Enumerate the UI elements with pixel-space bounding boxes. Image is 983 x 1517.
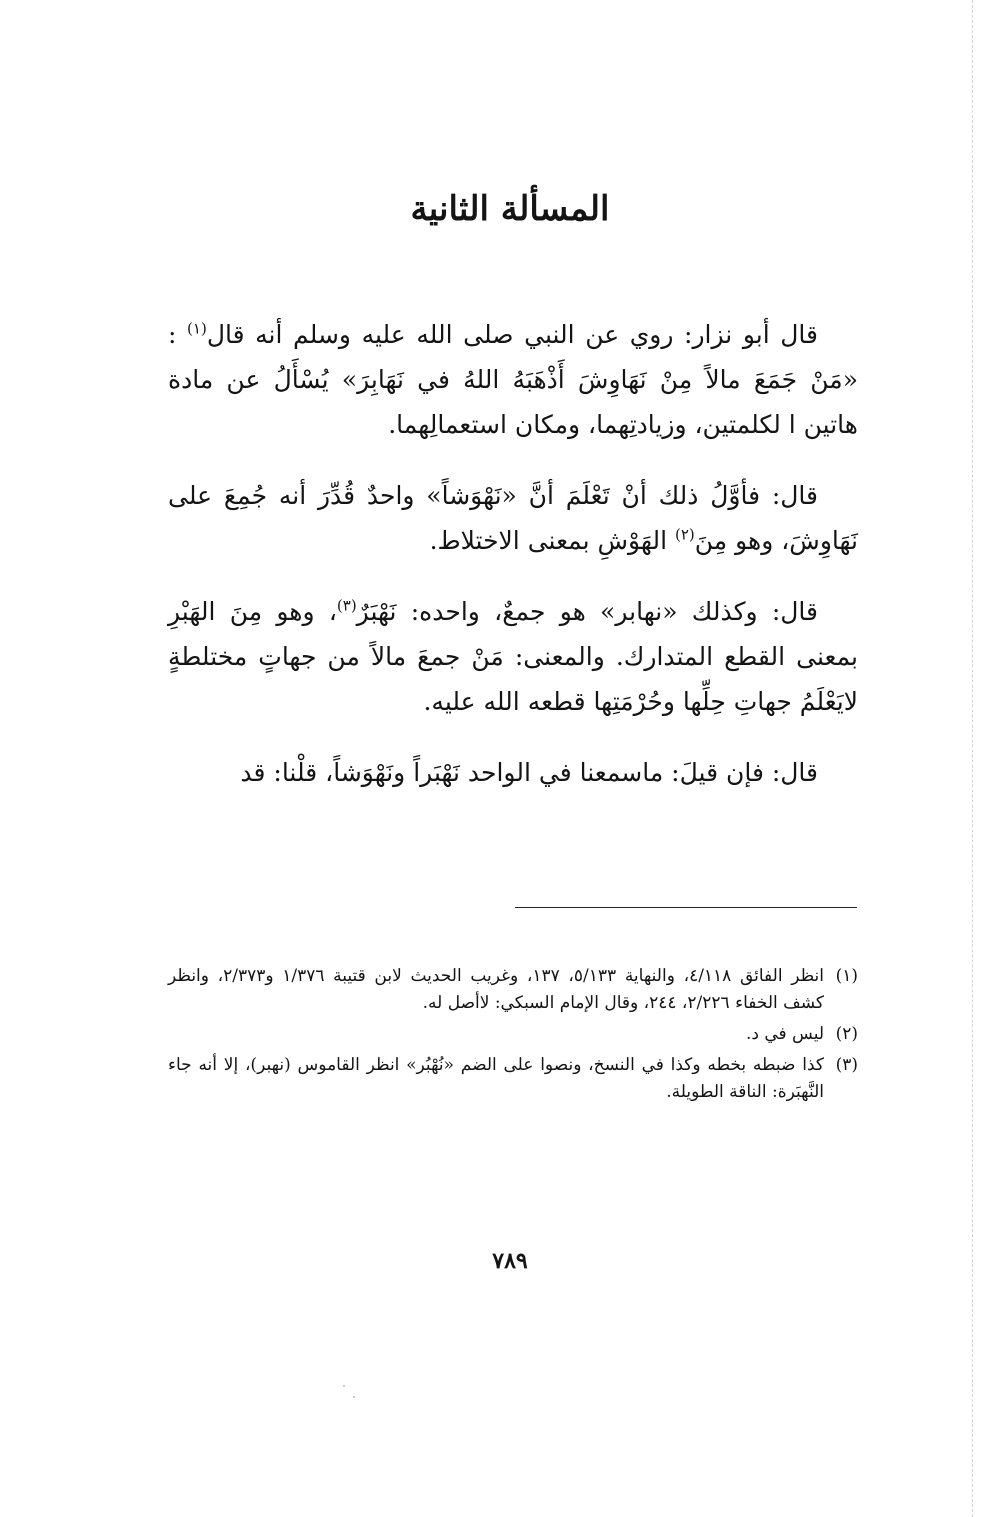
paragraph-text: قال أبو نزار: روي عن النبي صلى الله عليه وسلم أنه قال — [206, 320, 818, 349]
footnote-reference: (٣) — [336, 596, 357, 615]
paragraph — [168, 589, 858, 724]
paragraph-text: قال: فإن قيلَ: ماسمعنا في الواحد نَهْبَراً ونَهْوَشاً، قلْنا: قد — [240, 758, 818, 787]
footnote — [168, 1052, 858, 1106]
footnote — [168, 1021, 858, 1048]
scan-speck — [343, 1385, 345, 1387]
paragraph-text: قال: وكذلك «نهابر» هو جمعٌ، واحده: نَهْبَرٌ — [356, 597, 818, 626]
paragraph-text: : «مَنْ جَمَعَ مالاً مِنْ نَهَاوِشَ أَذْهَبَهُ اللهُ في نَهَابِرَ» يُسْأَلُ عن مادة هاتين ا لكلمتين، وزيادتِهما، ومكان استعمالِهما. — [168, 320, 858, 439]
footnote-number: (١) — [835, 966, 858, 986]
footnote-number: (٢) — [835, 1024, 858, 1044]
footnote-reference: (٢) — [674, 525, 695, 544]
footnotes — [168, 963, 858, 1110]
footnote-reference: (١) — [187, 319, 207, 338]
scan-edge-line — [972, 0, 973, 1517]
footnote-text: كذا ضبطه بخطه وكذا في النسخ، ونصوا على الضم «نُهْبُر» انظر القاموس (نهبر)، إلا أنه جاء النَّهبَرة: الناقة الطويلة. — [168, 1055, 824, 1102]
footnote-text: انظر الفائق ٤/١١٨، والنهاية ٥/١٣٣، ١٣٧، وغريب الحديث لابن قتيبة ١/٣٧٦ و٢/٣٧٣، وانظر كشف الخفاء ٢/٢٢٦، ٢٤٤، وقال الإمام السبكي: لاأصل له. — [168, 966, 824, 1013]
scan-speck — [353, 1396, 355, 1398]
paragraph — [168, 473, 858, 563]
footnote-separator — [515, 907, 857, 908]
paragraph-text: الهَوْشِ بمعنى الاختلاط. — [429, 526, 675, 555]
page-number: ٧٨٩ — [492, 1248, 528, 1274]
section-title: المسألة الثانية — [410, 188, 610, 229]
footnote-number: (٣) — [835, 1055, 858, 1075]
paragraph-text: قال: فأوَّلُ ذلك أنْ تَعْلَمَ أنَّ «نَهْوَشاً» واحدٌ قُدِّرَ أنه جُمِعَ على نَهَاوِشَ، وهو مِنَ — [168, 481, 858, 555]
footnote — [168, 963, 858, 1017]
paragraph — [168, 312, 858, 447]
paragraph-text: ، وهو مِنَ الهَبْرِ بمعنى القطع المتدارك. والمعنى: مَنْ جمعَ مالاً من جهاتٍ مختلطةٍ لايَعْلَمُ جهاتِ حِلِّها وحُرْمَتِها قطعه الله عليه. — [168, 597, 858, 716]
footnote-text: ليس في د. — [745, 1024, 824, 1044]
paragraph — [168, 750, 858, 795]
main-text — [168, 312, 858, 795]
